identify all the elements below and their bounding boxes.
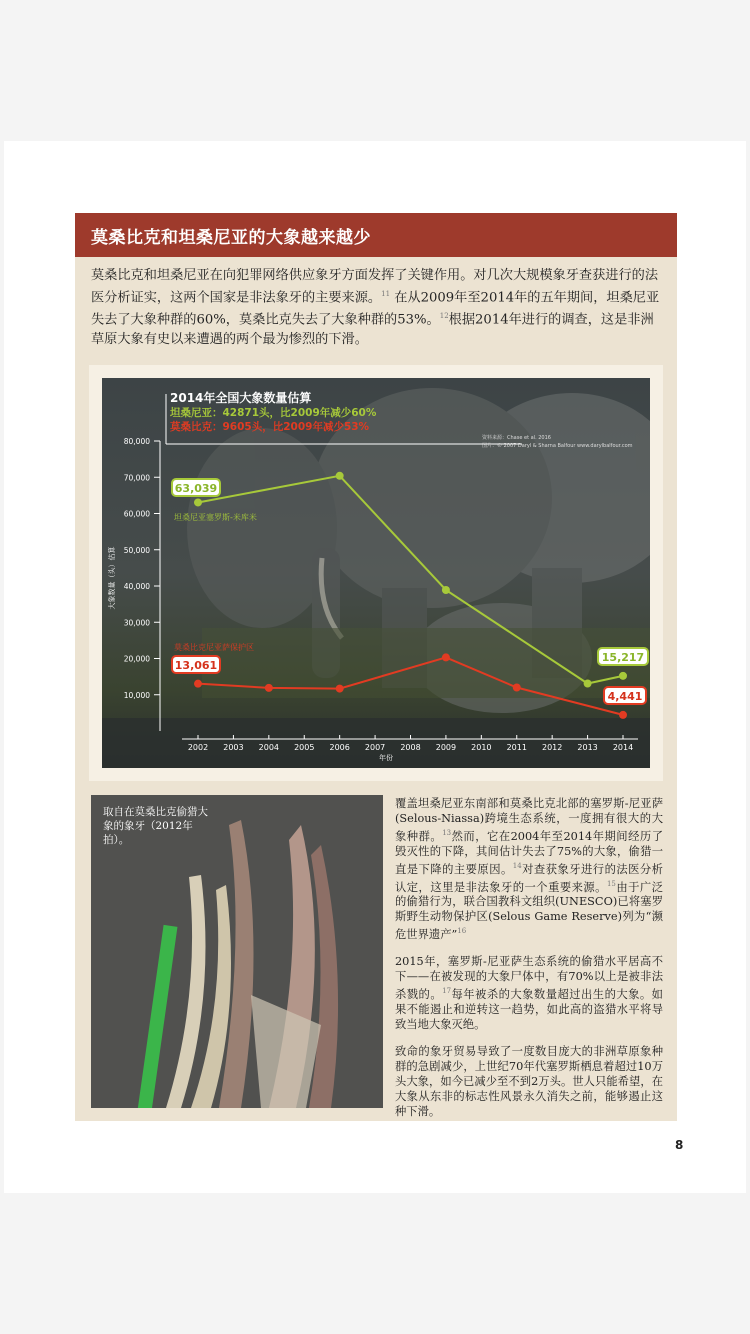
ivory-tusks-photo <box>91 795 383 1108</box>
chart-subtitle-tanzania: 坦桑尼亚：42871头，比2009年减少60% <box>170 407 377 419</box>
data-label-text: 13,061 <box>174 659 218 672</box>
x-tick-label: 2004 <box>258 743 280 752</box>
x-tick-label: 2013 <box>577 743 598 752</box>
x-tick-label: 2012 <box>541 743 563 752</box>
chart-photo-credit: 图片：© 2007 Daryl & Sharna Balfour www.darylbalfour.com <box>482 443 633 449</box>
y-tick-label: 50,000 <box>123 545 150 555</box>
y-tick-label: 70,000 <box>123 473 150 483</box>
intro-paragraph <box>91 266 665 349</box>
data-point <box>619 672 627 680</box>
footnote-ref: 11 <box>381 290 391 298</box>
body-text-span: 覆盖坦桑尼亚东南部和莫桑比克北部的塞罗斯-尼亚萨(Selous-Niassa)跨境生态系统，一度拥有很大的大象种群。 <box>395 797 663 843</box>
x-axis-label: 年份 <box>379 754 393 762</box>
chart-source: 资料来源：Chase et al. 2016 <box>482 435 551 441</box>
data-point <box>619 711 627 719</box>
body-paragraph-2 <box>395 954 663 1032</box>
body-text-span: 对查获象牙进行的法医分析认定，这里是非法象牙的一个重要来源。 <box>395 862 663 894</box>
footnote-ref: 13 <box>442 829 452 837</box>
series-label-tanzania: 坦桑尼亚塞罗斯-米库米 <box>174 513 257 522</box>
page-number: 8 <box>675 1138 684 1152</box>
x-tick-label: 2005 <box>294 743 315 752</box>
body-text-span: 由于广泛的偷猎行为，联合国教科文组织(UNESCO)已将塞罗斯野生动物保护区(Selous Game Reserve)列为“濒危世界遗产” <box>395 880 663 942</box>
y-tick-label: 30,000 <box>123 618 150 628</box>
x-tick-label: 2011 <box>506 743 527 752</box>
intro-sentence-1: 莫桑比克和坦桑尼亚在向犯罪网络供应象牙方面发挥了关键作用。对几次大规模象牙查获进行的法医分析证实，这两个国家是非法象牙的主要来源。 <box>91 268 659 306</box>
y-axis-label: 大象数量（头）估算 <box>108 546 116 610</box>
footnote-ref: 16 <box>457 927 467 936</box>
chart-title: 2014年全国大象数量估算 <box>170 391 312 405</box>
chart-frame <box>89 365 663 781</box>
footnote-ref: 14 <box>512 861 522 870</box>
data-point <box>442 653 450 661</box>
x-tick-label: 2014 <box>612 743 634 752</box>
x-tick-label: 2010 <box>471 743 492 752</box>
x-tick-label: 2002 <box>187 743 209 752</box>
x-tick-label: 2008 <box>400 743 421 752</box>
elephant-photo-backdrop <box>187 388 650 713</box>
data-point <box>584 680 592 688</box>
body-text-span: 每年被杀的大象数量超过出生的大象。如果不能遏止和逆转这一趋势，如此高的盗猎水平将导致当地大象灭绝。 <box>395 987 663 1031</box>
x-tick-label: 2007 <box>364 743 386 752</box>
footnote-ref: 17 <box>442 987 452 996</box>
x-tick-label: 2006 <box>329 743 350 752</box>
series-label-mozambique: 莫桑比克尼亚萨保护区 <box>174 643 254 652</box>
y-tick-label: 20,000 <box>123 654 150 664</box>
data-point <box>265 684 273 692</box>
intro-sentence-2: 在从2009年至2014年的五年期间，坦桑尼亚失去了大象种群的60%，莫桑比克失去了大象种群的53%。 <box>91 290 660 328</box>
data-label-text: 15,217 <box>601 651 645 664</box>
body-text-span: 然而，它在2004年至2014年期间经历了毁灭性的下降，其间估计失去了75%的大象，偷猎一直是下降的主要原因。 <box>395 829 663 876</box>
data-label-mz-end <box>604 687 646 704</box>
data-point <box>194 680 202 688</box>
footnote-ref: 15 <box>606 879 616 888</box>
data-point <box>194 498 202 506</box>
section-header <box>75 213 677 257</box>
document-page <box>4 141 746 1193</box>
x-tick-label: 2003 <box>223 743 244 752</box>
chart-svg <box>102 378 650 768</box>
x-tick-label: 2009 <box>435 743 457 752</box>
y-tick-label: 80,000 <box>123 437 150 446</box>
feature-panel <box>75 213 677 1121</box>
data-point <box>513 684 521 692</box>
elephant-population-chart <box>102 378 650 768</box>
body-text <box>395 796 663 1131</box>
body-paragraph-1 <box>395 796 663 942</box>
y-tick-label: 10,000 <box>123 690 150 700</box>
body-text-span: 2015年，塞罗斯-尼亚萨生态系统的偷猎水平居高不下——在被发现的大象尸体中，有70%以上是被非法杀戮的。 <box>395 955 663 1001</box>
data-label-mz-start <box>172 656 220 673</box>
chart-subtitle-mozambique: 莫桑比克：9605头，比2009年减少53% <box>170 421 370 433</box>
intro-sentence-3: 根据2014年进行的调查，这是非洲草原大象有史以来遭遇的两个最为惨烈的下滑。 <box>91 312 654 347</box>
data-point <box>442 586 450 594</box>
photo-caption: 取自在莫桑比克偷猎大象的象牙（2012年拍）。 <box>103 806 208 846</box>
body-paragraph-3: 致命的象牙贸易导致了一度数目庞大的非洲草原象种群的急剧减少，上世纪70年代塞罗斯栖息着超过10万头大象，如今已减少至不到2万头。世人只能希望，在大象从东非的标志性风景永久消失之前，能够遏止这种下滑。 <box>395 1044 663 1118</box>
data-label-text: 63,039 <box>174 482 218 495</box>
y-tick-label: 60,000 <box>123 509 150 519</box>
footnote-ref: 12 <box>439 312 449 321</box>
data-label-text: 4,441 <box>607 690 643 703</box>
data-point <box>336 472 344 480</box>
section-title: 莫桑比克和坦桑尼亚的大象越来越少 <box>91 228 371 248</box>
data-label-tz-start <box>172 479 220 496</box>
y-tick-label: 40,000 <box>123 582 150 591</box>
data-point <box>336 685 344 693</box>
data-label-tz-end <box>598 648 648 665</box>
